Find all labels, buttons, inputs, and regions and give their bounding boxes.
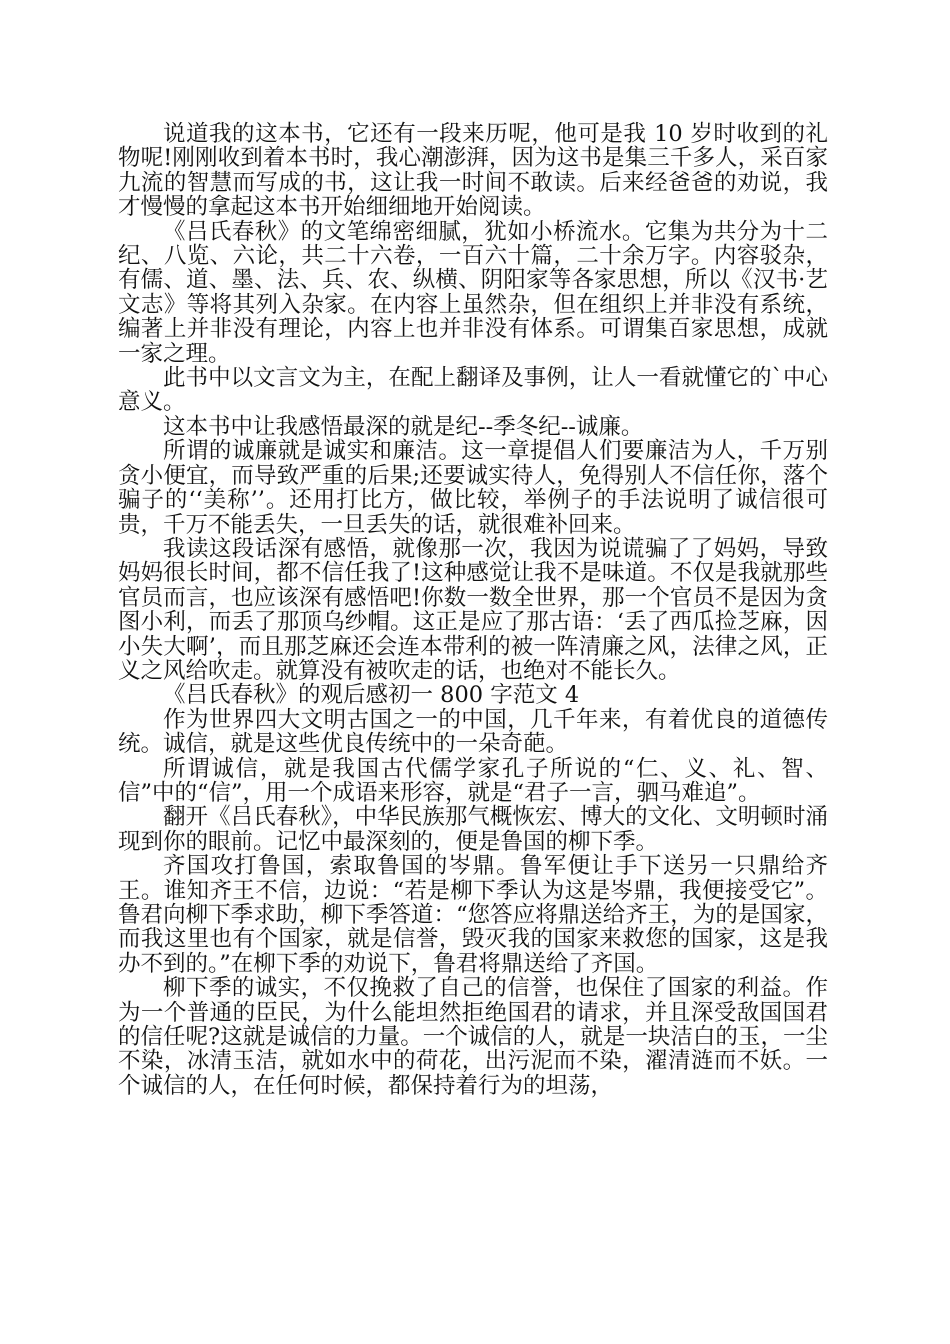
paragraph: 所谓的诚廉就是诚实和廉洁。这一章提倡人们要廉洁为人，千万别贪小便宜，而导致严重的后果;还要诚实待人，免得别人不信任你，落个骗子的‘‘美称’’。还用打比方，做比较，举例子的手法说明了诚信很可贵，千万不能丢失，一旦丢失的话，就很难补回来。 xyxy=(118,438,828,538)
document-page xyxy=(118,122,828,1098)
paragraph: 齐国攻打鲁国，索取鲁国的岑鼎。鲁军便让手下送另一只鼎给齐王。谁知齐王不信，边说：“若是柳下季认为这是岑鼎，我便接受它”。鲁君向柳下季求助，柳下季答道：“您答应将鼎送给齐王，为的是国家，而我这里也有个国家，就是信誉，毁灭我的国家来救您的国家，这是我办不到的。”在柳下季的劝说下，鲁君将鼎送给了齐国。 xyxy=(118,853,828,977)
paragraph: 作为世界四大文明古国之一的中国，几千年来，有着优良的道德传统。诚信，就是这些优良传统中的一朵奇葩。 xyxy=(118,706,828,758)
paragraph: 说道我的这本书，它还有一段来历呢，他可是我 10 岁时收到的礼物呢!刚刚收到着本书时，我心潮澎湃，因为这书是集三千多人，采百家九流的智慧而写成的书，这让我一时间不敢读。后来经爸爸的劝说，我才慢慢的拿起这本书开始细细地开始阅读。 xyxy=(118,121,828,221)
paragraph: 此书中以文言文为主，在配上翻译及事例，让人一看就懂它的`中心意义。 xyxy=(118,365,828,416)
paragraph: 这本书中让我感悟最深的就是纪--季冬纪--诚廉。 xyxy=(163,413,644,440)
paragraph: 《吕氏春秋》的文笔绵密细腻，犹如小桥流水。它集为共分为十二纪、八览、六论，共二十六卷，一百六十篇，二十余万字。内容驳杂，有儒、道、墨、法、兵、农、纵横、阴阳家等各家思想，所以《汉书·艺文志》等将其列入杂家。在内容上虽然杂，但在组织上并非没有系统，编著上并非没有理论，内容上也并非没有体系。可谓集百家思想，成就一家之理。 xyxy=(118,218,828,367)
paragraph: 翻开《吕氏春秋》，中华民族那气概恢宏、博大的文化、文明顿时涌现到你的眼前。记忆中最深刻的，便是鲁国的柳下季。 xyxy=(118,804,828,855)
paragraph: 所谓诚信，就是我国古代儒学家孔子所说的“仁、义、礼、智、信”中的“信”，用一个成语来形容，就是“君子一言，驷马难追”。 xyxy=(118,755,828,806)
section-heading: 《吕氏春秋》的观后感初一 800 字范文 4 xyxy=(163,682,580,709)
paragraph: 柳下季的诚实，不仅挽救了自己的信誉，也保住了国家的利益。作为一个普通的臣民，为什么能坦然拒绝国君的请求，并且深受敌国国君的信任呢?这就是诚信的力量。一个诚信的人，就是一块洁白的玉，一尘不染，冰清玉洁，就如水中的荷花，出污泥而不染，濯清涟而不妖。一个诚信的人，在任何时候，都保持着行为的坦荡， xyxy=(118,975,828,1099)
paragraph: 我读这段话深有感悟，就像那一次，我因为说谎骗了了妈妈，导致妈妈很长时间，都不信任我了!这种感觉让我不是味道。不仅是我就那些官员而言，也应该深有感悟吧!你数一数全世界，那一个官员不是因为贪图小利，而丢了那顶乌纱帽。这正是应了那古语：‘丢了西瓜捡芝麻，因小失大啊’，而且那芝麻还会连本带利的被一阵清廉之风，法律之风，正义之风给吹走。就算没有被吹走的话，也绝对不能长久。 xyxy=(118,535,828,684)
